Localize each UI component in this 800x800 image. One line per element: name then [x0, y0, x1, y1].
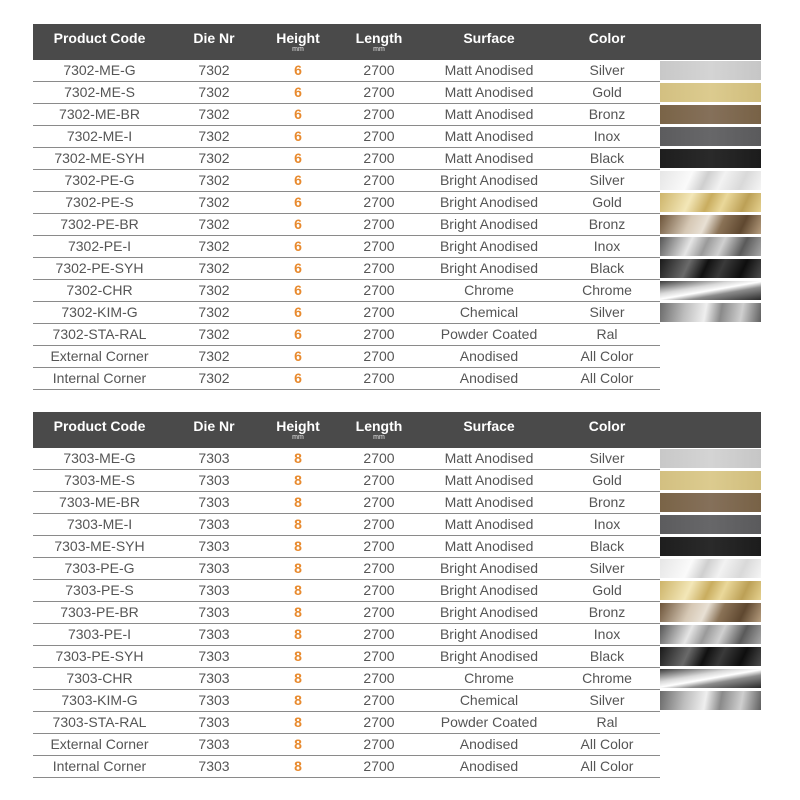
- length-cell: 2700: [363, 194, 395, 210]
- product-code-cell: 7302-ME-SYH: [54, 150, 145, 166]
- die-nr-cell: 7303: [198, 648, 230, 664]
- height-cell: 8: [294, 758, 302, 774]
- length-unit: mm: [373, 434, 385, 441]
- table-row: [33, 346, 761, 368]
- product-code-cell: 7302-PE-I: [67, 238, 132, 254]
- die-nr-cell: 7302: [198, 172, 230, 188]
- surface-cell: Matt Anodised: [444, 62, 534, 78]
- color-swatch: [660, 83, 761, 102]
- height-cell: 6: [294, 172, 302, 188]
- color-cell: Silver: [589, 172, 625, 188]
- color-cell: Chrome: [582, 670, 632, 686]
- table-header: [33, 412, 761, 448]
- die-nr-cell: 7302: [198, 216, 230, 232]
- length-cell: 2700: [363, 604, 395, 620]
- product-code-cell: 7303-PE-G: [64, 560, 135, 576]
- length-cell: 2700: [363, 714, 395, 730]
- length-cell: 2700: [363, 62, 395, 78]
- height-cell: 8: [294, 648, 302, 664]
- color-swatch: [660, 281, 761, 300]
- length-cell: 2700: [363, 538, 395, 554]
- table-row: [33, 368, 761, 390]
- surface-cell: Anodised: [459, 736, 519, 752]
- product-code-cell: 7303-STA-RAL: [52, 714, 147, 730]
- product-code-cell: External Corner: [50, 348, 149, 364]
- die-nr-cell: 7303: [198, 670, 230, 686]
- surface-cell: Matt Anodised: [444, 84, 534, 100]
- table-row: [33, 258, 761, 280]
- header-die-nr: Die Nr: [193, 30, 235, 46]
- header-product-code: Product Code: [53, 30, 146, 46]
- length-cell: 2700: [363, 670, 395, 686]
- product-code-cell: 7302-PE-S: [65, 194, 134, 210]
- surface-cell: Chrome: [464, 670, 514, 686]
- color-cell: Chrome: [582, 282, 632, 298]
- length-cell: 2700: [363, 692, 395, 708]
- product-table-7303: [33, 412, 761, 778]
- color-cell: Ral: [596, 326, 618, 342]
- surface-cell: Chemical: [459, 304, 519, 320]
- table-header: [33, 24, 761, 60]
- product-code-cell: 7302-PE-BR: [60, 216, 139, 232]
- height-unit: mm: [292, 46, 304, 53]
- color-cell: All Color: [580, 348, 634, 364]
- color-swatch: [660, 603, 761, 622]
- surface-cell: Chrome: [464, 282, 514, 298]
- height-cell: 8: [294, 714, 302, 730]
- color-cell: Black: [589, 260, 625, 276]
- table-row: [33, 646, 761, 668]
- height-cell: 6: [294, 326, 302, 342]
- color-swatch: [660, 259, 761, 278]
- table-row: [33, 148, 761, 170]
- color-cell: Silver: [589, 62, 625, 78]
- surface-cell: Bright Anodised: [439, 560, 539, 576]
- height-cell: 6: [294, 84, 302, 100]
- height-cell: 8: [294, 582, 302, 598]
- surface-cell: Bright Anodised: [439, 216, 539, 232]
- table-row: [33, 492, 761, 514]
- height-cell: 6: [294, 106, 302, 122]
- height-cell: 6: [294, 128, 302, 144]
- product-code-cell: 7302-CHR: [66, 282, 133, 298]
- product-code-cell: 7302-ME-G: [63, 62, 136, 78]
- color-cell: Bronz: [588, 604, 626, 620]
- product-code-cell: 7303-PE-BR: [60, 604, 139, 620]
- die-nr-cell: 7303: [198, 582, 230, 598]
- table-row: [33, 82, 761, 104]
- height-cell: 8: [294, 604, 302, 620]
- surface-cell: Bright Anodised: [439, 194, 539, 210]
- product-code-cell: 7302-PE-G: [64, 172, 135, 188]
- length-cell: 2700: [363, 370, 395, 386]
- surface-cell: Bright Anodised: [439, 238, 539, 254]
- color-cell: Silver: [589, 450, 625, 466]
- table-row: [33, 192, 761, 214]
- table-row: [33, 624, 761, 646]
- table-body: [33, 60, 761, 390]
- height-cell: 6: [294, 304, 302, 320]
- height-cell: 8: [294, 560, 302, 576]
- header-color: Color: [588, 418, 626, 434]
- color-cell: Bronz: [588, 106, 626, 122]
- length-unit: mm: [373, 46, 385, 53]
- header-surface: Surface: [463, 30, 515, 46]
- header-length: Length mm: [334, 24, 424, 60]
- color-swatch: [660, 61, 761, 80]
- height-unit: mm: [292, 434, 304, 441]
- product-code-cell: 7302-STA-RAL: [52, 326, 147, 342]
- table-row: [33, 302, 761, 324]
- product-code-cell: 7303-ME-I: [66, 516, 133, 532]
- height-cell: 8: [294, 538, 302, 554]
- die-nr-cell: 7303: [198, 560, 230, 576]
- table-row: [33, 448, 761, 470]
- color-swatch: [660, 215, 761, 234]
- length-cell: 2700: [363, 304, 395, 320]
- length-cell: 2700: [363, 560, 395, 576]
- table-row: [33, 170, 761, 192]
- length-cell: 2700: [363, 326, 395, 342]
- table-row: [33, 558, 761, 580]
- color-swatch: [660, 625, 761, 644]
- header-height: Height mm: [262, 24, 334, 60]
- product-code-cell: External Corner: [50, 736, 149, 752]
- die-nr-cell: 7302: [198, 84, 230, 100]
- header-color: Color: [588, 30, 626, 46]
- table-row: [33, 470, 761, 492]
- header-product-code: Product Code: [53, 418, 146, 434]
- product-table-7302: [33, 24, 761, 390]
- surface-cell: Bright Anodised: [439, 648, 539, 664]
- length-cell: 2700: [363, 238, 395, 254]
- height-cell: 6: [294, 216, 302, 232]
- height-cell: 6: [294, 348, 302, 364]
- length-cell: 2700: [363, 450, 395, 466]
- die-nr-cell: 7303: [198, 736, 230, 752]
- product-code-cell: 7303-ME-SYH: [54, 538, 145, 554]
- height-cell: 8: [294, 692, 302, 708]
- table-row: [33, 712, 761, 734]
- header-die-nr: Die Nr: [193, 418, 235, 434]
- surface-cell: Matt Anodised: [444, 494, 534, 510]
- product-code-cell: 7302-ME-BR: [59, 106, 140, 122]
- product-code-cell: 7303-ME-BR: [59, 494, 140, 510]
- surface-cell: Matt Anodised: [444, 106, 534, 122]
- product-code-cell: Internal Corner: [52, 758, 147, 774]
- header-length: Length mm: [334, 412, 424, 448]
- color-swatch: [660, 449, 761, 468]
- die-nr-cell: 7302: [198, 128, 230, 144]
- surface-cell: Matt Anodised: [444, 128, 534, 144]
- color-cell: Black: [589, 648, 625, 664]
- table-row: [33, 602, 761, 624]
- die-nr-cell: 7302: [198, 106, 230, 122]
- color-cell: Ral: [596, 714, 618, 730]
- surface-cell: Bright Anodised: [439, 260, 539, 276]
- table-row: [33, 324, 761, 346]
- surface-cell: Matt Anodised: [444, 150, 534, 166]
- color-swatch: [660, 581, 761, 600]
- die-nr-cell: 7303: [198, 604, 230, 620]
- height-cell: 6: [294, 194, 302, 210]
- die-nr-cell: 7302: [198, 348, 230, 364]
- product-code-cell: Internal Corner: [52, 370, 147, 386]
- color-swatch: [660, 537, 761, 556]
- length-cell: 2700: [363, 348, 395, 364]
- table-row: [33, 214, 761, 236]
- color-swatch: [660, 647, 761, 666]
- product-code-cell: 7303-PE-S: [65, 582, 134, 598]
- product-code-cell: 7303-ME-S: [64, 472, 135, 488]
- color-swatch: [660, 559, 761, 578]
- product-code-cell: 7303-PE-I: [67, 626, 132, 642]
- color-swatch: [660, 171, 761, 190]
- height-cell: 6: [294, 62, 302, 78]
- height-cell: 8: [294, 450, 302, 466]
- color-cell: Gold: [592, 472, 622, 488]
- surface-cell: Anodised: [459, 348, 519, 364]
- die-nr-cell: 7302: [198, 282, 230, 298]
- color-swatch: [660, 149, 761, 168]
- product-code-cell: 7302-PE-SYH: [55, 260, 144, 276]
- die-nr-cell: 7303: [198, 714, 230, 730]
- height-cell: 8: [294, 736, 302, 752]
- color-swatch: [660, 127, 761, 146]
- color-cell: Gold: [592, 84, 622, 100]
- color-cell: Inox: [593, 516, 621, 532]
- die-nr-cell: 7302: [198, 260, 230, 276]
- length-cell: 2700: [363, 516, 395, 532]
- surface-cell: Matt Anodised: [444, 472, 534, 488]
- table-row: [33, 734, 761, 756]
- table-row: [33, 236, 761, 258]
- die-nr-cell: 7303: [198, 626, 230, 642]
- color-swatch: [660, 105, 761, 124]
- table-row: [33, 514, 761, 536]
- surface-cell: Powder Coated: [440, 326, 538, 342]
- table-row: [33, 668, 761, 690]
- height-cell: 6: [294, 150, 302, 166]
- length-cell: 2700: [363, 582, 395, 598]
- color-swatch: [660, 669, 761, 688]
- color-cell: Inox: [593, 626, 621, 642]
- die-nr-cell: 7303: [198, 450, 230, 466]
- table-row: [33, 580, 761, 602]
- surface-cell: Bright Anodised: [439, 604, 539, 620]
- color-swatch: [660, 303, 761, 322]
- height-cell: 8: [294, 494, 302, 510]
- surface-cell: Matt Anodised: [444, 538, 534, 554]
- height-cell: 6: [294, 238, 302, 254]
- length-cell: 2700: [363, 216, 395, 232]
- height-cell: 6: [294, 282, 302, 298]
- surface-cell: Anodised: [459, 758, 519, 774]
- color-swatch: [660, 691, 761, 710]
- color-swatch: [660, 237, 761, 256]
- product-code-cell: 7302-ME-I: [66, 128, 133, 144]
- color-cell: Silver: [589, 560, 625, 576]
- die-nr-cell: 7302: [198, 150, 230, 166]
- height-cell: 8: [294, 516, 302, 532]
- color-cell: All Color: [580, 736, 634, 752]
- length-cell: 2700: [363, 758, 395, 774]
- color-swatch: [660, 193, 761, 212]
- length-cell: 2700: [363, 128, 395, 144]
- table-row: [33, 756, 761, 778]
- height-cell: 8: [294, 626, 302, 642]
- product-code-cell: 7303-ME-G: [63, 450, 136, 466]
- die-nr-cell: 7302: [198, 62, 230, 78]
- length-cell: 2700: [363, 260, 395, 276]
- die-nr-cell: 7303: [198, 516, 230, 532]
- length-cell: 2700: [363, 472, 395, 488]
- surface-cell: Bright Anodised: [439, 626, 539, 642]
- surface-cell: Chemical: [459, 692, 519, 708]
- color-cell: Gold: [592, 194, 622, 210]
- length-cell: 2700: [363, 172, 395, 188]
- color-cell: Gold: [592, 582, 622, 598]
- height-cell: 8: [294, 670, 302, 686]
- length-cell: 2700: [363, 494, 395, 510]
- surface-cell: Matt Anodised: [444, 450, 534, 466]
- height-cell: 6: [294, 370, 302, 386]
- table-body: [33, 448, 761, 778]
- length-cell: 2700: [363, 648, 395, 664]
- die-nr-cell: 7303: [198, 692, 230, 708]
- length-cell: 2700: [363, 84, 395, 100]
- header-surface: Surface: [463, 418, 515, 434]
- table-row: [33, 536, 761, 558]
- die-nr-cell: 7303: [198, 538, 230, 554]
- height-cell: 8: [294, 472, 302, 488]
- die-nr-cell: 7302: [198, 238, 230, 254]
- color-cell: All Color: [580, 370, 634, 386]
- color-cell: Silver: [589, 692, 625, 708]
- surface-cell: Powder Coated: [440, 714, 538, 730]
- color-swatch: [660, 515, 761, 534]
- header-height: Height mm: [262, 412, 334, 448]
- table-row: [33, 690, 761, 712]
- surface-cell: Bright Anodised: [439, 582, 539, 598]
- die-nr-cell: 7303: [198, 472, 230, 488]
- product-code-cell: 7303-KIM-G: [61, 692, 138, 708]
- die-nr-cell: 7303: [198, 758, 230, 774]
- table-row: [33, 104, 761, 126]
- die-nr-cell: 7303: [198, 494, 230, 510]
- color-cell: Inox: [593, 238, 621, 254]
- table-row: [33, 126, 761, 148]
- die-nr-cell: 7302: [198, 326, 230, 342]
- length-cell: 2700: [363, 106, 395, 122]
- color-cell: Black: [589, 150, 625, 166]
- table-row: [33, 60, 761, 82]
- die-nr-cell: 7302: [198, 304, 230, 320]
- length-cell: 2700: [363, 736, 395, 752]
- surface-cell: Matt Anodised: [444, 516, 534, 532]
- length-cell: 2700: [363, 626, 395, 642]
- color-cell: Bronz: [588, 494, 626, 510]
- color-cell: Silver: [589, 304, 625, 320]
- die-nr-cell: 7302: [198, 194, 230, 210]
- length-cell: 2700: [363, 150, 395, 166]
- color-swatch: [660, 493, 761, 512]
- height-cell: 6: [294, 260, 302, 276]
- length-cell: 2700: [363, 282, 395, 298]
- color-swatch: [660, 471, 761, 490]
- color-cell: Bronz: [588, 216, 626, 232]
- surface-cell: Bright Anodised: [439, 172, 539, 188]
- product-code-cell: 7302-KIM-G: [61, 304, 138, 320]
- product-code-cell: 7303-PE-SYH: [55, 648, 144, 664]
- color-cell: All Color: [580, 758, 634, 774]
- color-cell: Black: [589, 538, 625, 554]
- die-nr-cell: 7302: [198, 370, 230, 386]
- color-cell: Inox: [593, 128, 621, 144]
- product-code-cell: 7302-ME-S: [64, 84, 135, 100]
- product-code-cell: 7303-CHR: [66, 670, 133, 686]
- surface-cell: Anodised: [459, 370, 519, 386]
- table-row: [33, 280, 761, 302]
